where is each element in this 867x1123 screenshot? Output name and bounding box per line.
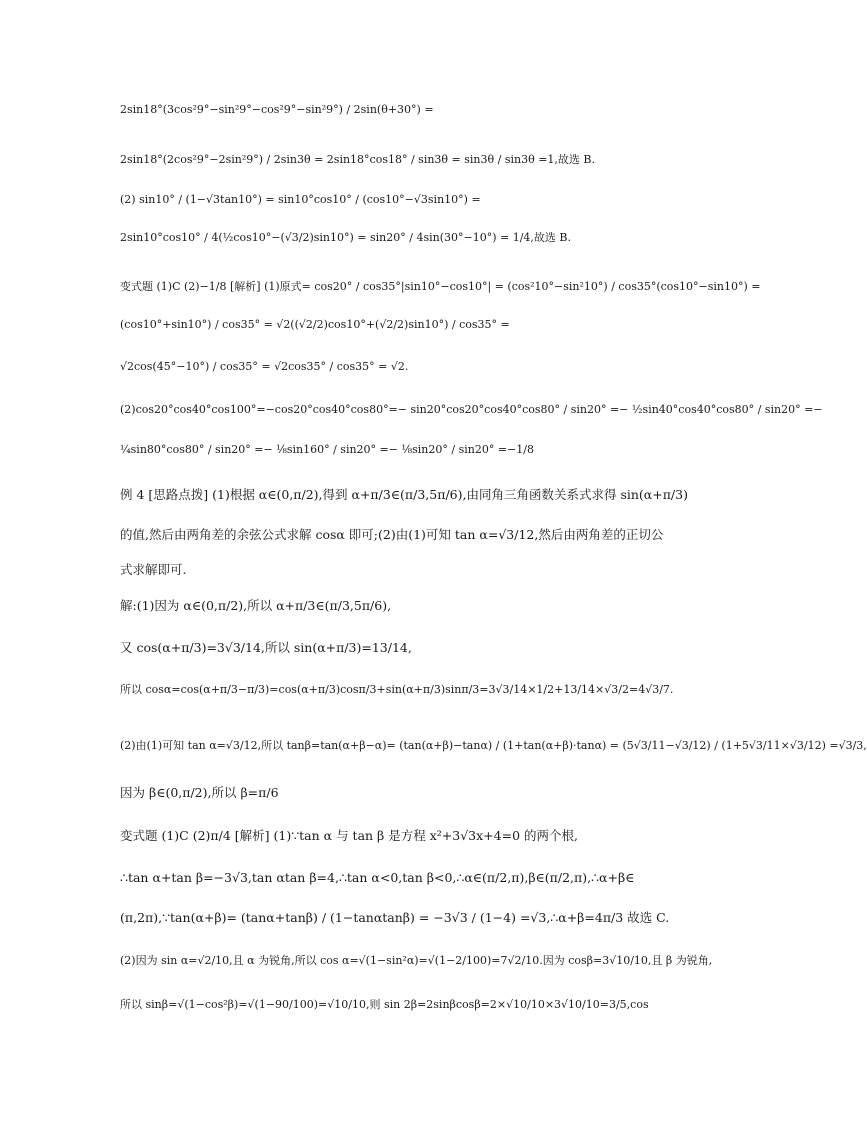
solution-line: (π,2π),∵tan(α+β)= (tanα+tanβ) / (1−tanαtanβ) = −3√3 / (1−4) =√3,∴α+β=4π/3 故选 C. [120, 910, 670, 925]
equation-line: 2sin18°(2cos²9°−2sin²9°) / 2sin3θ = 2sin18°cos18° / sin3θ = sin3θ / sin3θ =1,故选 B. [120, 153, 595, 166]
solution-line: (2)因为 sin α=√2/10,且 α 为锐角,所以 cos α=√(1−sin²α)=√(1−2/100)=7√2/10.因为 cosβ=3√10/10,且 β 为锐角, [120, 954, 713, 967]
solution-line: 所以 sinβ=√(1−cos²β)=√(1−90/100)=√10/10,则 sin 2β=2sinβcosβ=2×√10/10×3√10/10=3/5,cos [120, 998, 649, 1011]
equation-line: 2sin18°(3cos²9°−sin²9°−cos²9°−sin²9°) / 2sin(θ+30°) = [120, 103, 434, 116]
equation-line: 2sin10°cos10° / 4(½cos10°−(√3/2)sin10°) = sin20° / 4sin(30°−10°) = 1/4,故选 B. [120, 231, 571, 244]
solution-line: 又 cos(α+π/3)=3√3/14,所以 sin(α+π/3)=13/14, [120, 640, 412, 655]
solution-line: 解:(1)因为 α∈(0,π/2),所以 α+π/3∈(π/3,5π/6), [120, 598, 392, 613]
variant-answer-line: 变式题 (1)C (2)π/4 [解析] (1)∵tan α 与 tan β 是方程 x²+3√3x+4=0 的两个根, [120, 828, 578, 843]
paragraph-line: 式求解即可. [120, 562, 187, 577]
solution-line: 因为 β∈(0,π/2),所以 β=π/6 [120, 785, 279, 800]
equation-line: √2cos(45°−10°) / cos35° = √2cos35° / cos35° = √2. [120, 360, 409, 373]
equation-line: (2)cos20°cos40°cos100°=−cos20°cos40°cos80°=− sin20°cos20°cos40°cos80° / sin20° =− ½sin40°cos40°cos80° / sin20° =− [120, 403, 823, 416]
paragraph-line: 的值,然后由两角差的余弦公式求解 cosα 即可;(2)由(1)可知 tan α=√3/12,然后由两角差的正切公 [120, 527, 664, 542]
equation-line: ¼sin80°cos80° / sin20° =− ⅛sin160° / sin20° =− ⅛sin20° / sin20° =−1/8 [120, 443, 534, 456]
equation-line: (2) sin10° / (1−√3tan10°) = sin10°cos10° / (cos10°−√3sin10°) = [120, 193, 481, 206]
example-4-hint: 例 4 [思路点拨] (1)根据 α∈(0,π/2),得到 α+π/3∈(π/3,5π/6),由同角三角函数关系式求得 sin(α+π/3) [120, 487, 688, 502]
equation-line: (cos10°+sin10°) / cos35° = √2((√2/2)cos10°+(√2/2)sin10°) / cos35° = [120, 318, 510, 331]
solution-line: 所以 cosα=cos(α+π/3−π/3)=cos(α+π/3)cosπ/3+sin(α+π/3)sinπ/3=3√3/14×1/2+13/14×√3/2=4√3/7. [120, 683, 674, 696]
solution-line: (2)由(1)可知 tan α=√3/12,所以 tanβ=tan(α+β−α)= (tan(α+β)−tanα) / (1+tan(α+β)·tanα) = (5√3/11−√3/12) / (1+5√3/11×√3/12) =√3/3, [120, 739, 867, 752]
solution-line: ∴tan α+tan β=−3√3,tan αtan β=4,∴tan α<0,tan β<0,∴α∈(π/2,π),β∈(π/2,π),∴α+β∈ [120, 870, 635, 885]
variant-answer-line: 变式题 (1)C (2)−1/8 [解析] (1)原式= cos20° / cos35°|sin10°−cos10°| = (cos²10°−sin²10°) / cos35°(cos10°−sin10°) = [120, 280, 761, 293]
